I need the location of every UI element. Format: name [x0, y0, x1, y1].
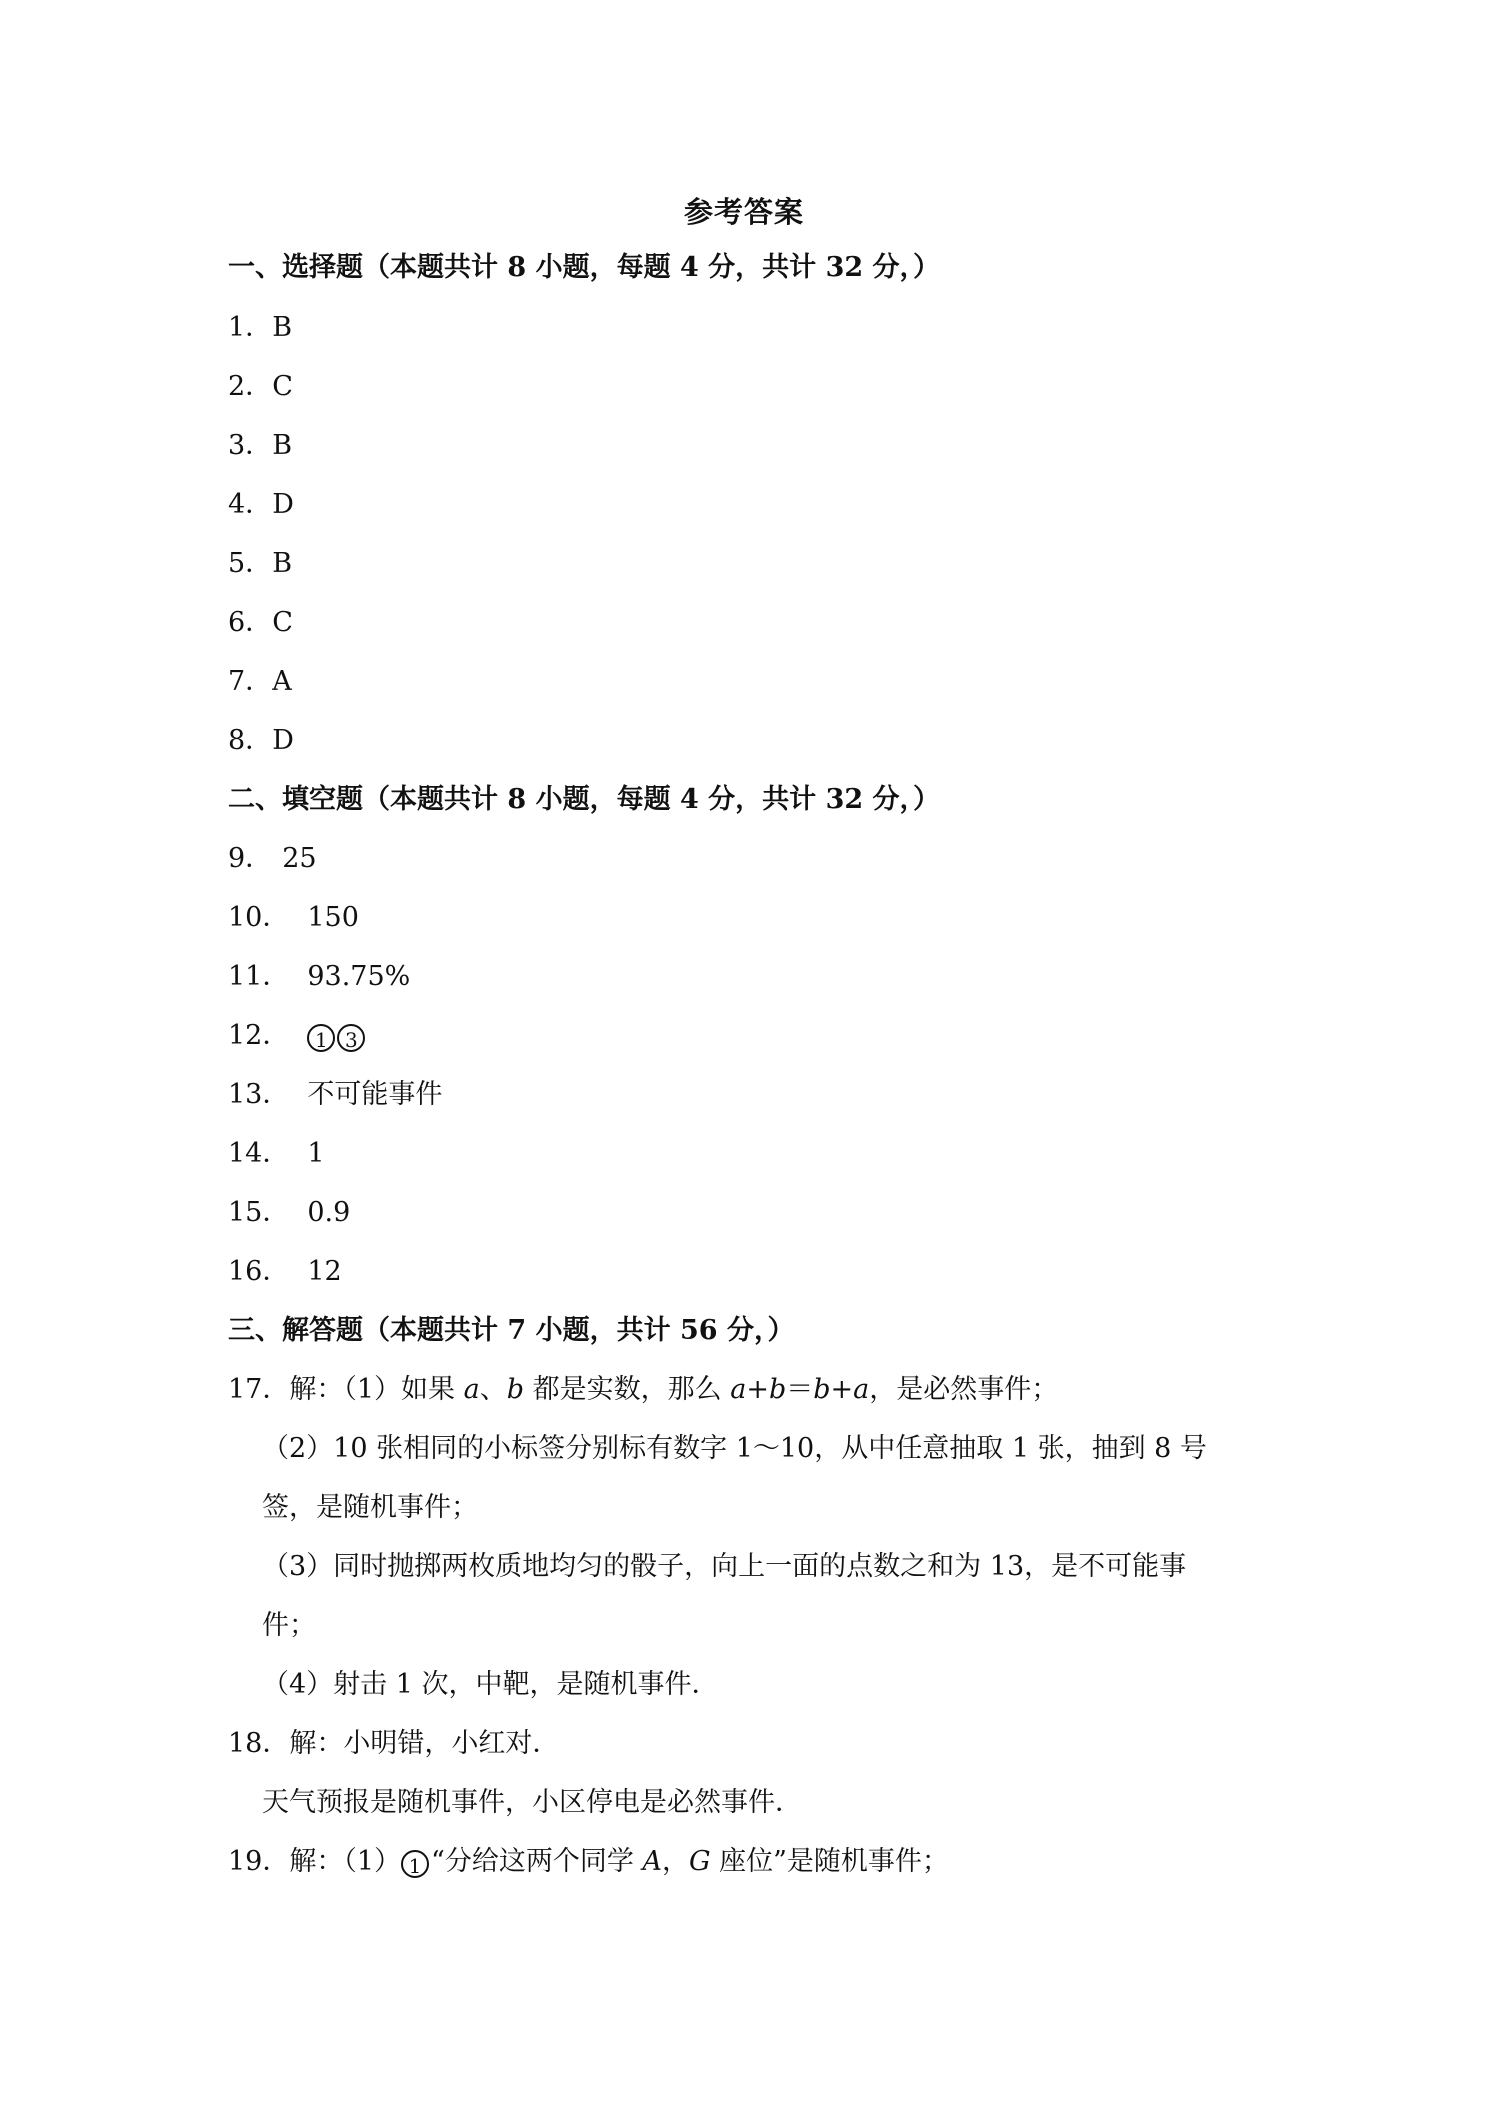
question-number: 14． [228, 1138, 290, 1169]
question-number: 4． [228, 489, 273, 520]
q17-part2-line2: 签，是随机事件； [262, 1492, 478, 1523]
question-number: 8． [228, 725, 273, 756]
question-number: 5． [228, 548, 273, 579]
question-number: 13． [228, 1079, 290, 1110]
answer-row-7 [228, 664, 292, 700]
answer-row-9 [228, 841, 317, 877]
question-number: 10． [228, 902, 290, 933]
answer-row-14 [228, 1136, 325, 1172]
text-run: + [830, 1374, 854, 1405]
q17-part4: （4）射击 1 次，中靶，是随机事件． [262, 1669, 719, 1700]
answer-value [307, 1018, 367, 1054]
answer-value: 25 [282, 843, 317, 874]
question-number: 19． [228, 1846, 290, 1877]
text-run: ，是必然事件； [869, 1374, 1059, 1405]
answer-row-4 [228, 487, 294, 523]
answer-row-6 [228, 605, 293, 641]
section-heading-solutions: 三、解答题（本题共计 7 小题，共计 56 分，） [228, 1315, 795, 1346]
answer-value: B [272, 312, 293, 343]
answer-value: A [272, 666, 292, 697]
q17-part1 [228, 1372, 1058, 1408]
math-var: b [813, 1374, 831, 1405]
answer-row-5 [228, 546, 292, 582]
page-title: 参考答案 [683, 195, 804, 229]
answer-row-2 [228, 369, 293, 405]
answer-row-12 [228, 1018, 367, 1054]
question-number: 18． [228, 1728, 290, 1759]
math-var: a [730, 1374, 747, 1405]
text-run: + [746, 1374, 769, 1405]
answer-value: 不可能事件 [307, 1079, 443, 1110]
text-run: 解：小明错，小红对． [289, 1728, 560, 1759]
answer-row-1 [228, 310, 292, 346]
answer-value: 150 [307, 902, 359, 933]
math-var: a [463, 1374, 480, 1405]
answer-value: 1 [307, 1138, 325, 1169]
answer-value: 93.75% [307, 961, 411, 992]
text-run: “分给这两个同学 [431, 1846, 643, 1877]
question-number: 17． [228, 1374, 290, 1405]
text-run: ＝ [786, 1374, 814, 1405]
question-number: 6． [228, 607, 273, 638]
question-number: 1． [228, 312, 273, 343]
section-heading-fill-in: 二、填空题（本题共计 8 小题，每题 4 分，共计 32 分，） [228, 784, 941, 815]
answer-row-10 [228, 900, 359, 936]
circled-number: 1 [401, 1850, 429, 1878]
question-number: 3． [228, 430, 273, 461]
circled-number: 1 [307, 1024, 335, 1052]
text-run: 都是实数，那么 [524, 1374, 731, 1405]
math-var: a [853, 1374, 870, 1405]
question-number: 15． [228, 1197, 290, 1228]
answer-row-8 [228, 723, 294, 759]
math-var: A [642, 1846, 662, 1877]
answer-value: C [272, 607, 293, 638]
q18-line1 [228, 1726, 559, 1762]
answer-value: B [272, 548, 293, 579]
answer-value: D [272, 489, 294, 520]
question-number: 16． [228, 1256, 290, 1287]
answer-value: 12 [307, 1256, 342, 1287]
q19-line1 [228, 1844, 949, 1880]
q17-part3-line2: 件； [262, 1610, 316, 1641]
text-run: 解：（1）如果 [289, 1374, 464, 1405]
text-run: 座位”是随机事件； [710, 1846, 949, 1877]
section-heading-multiple-choice: 一、选择题（本题共计 8 小题，每题 4 分，共计 32 分，） [228, 252, 941, 283]
answer-value: B [272, 430, 293, 461]
text-run: 、 [479, 1374, 507, 1405]
question-number: 12． [228, 1020, 290, 1051]
answer-row-3 [228, 428, 292, 464]
question-number: 9． [228, 843, 273, 874]
answer-row-13 [228, 1077, 442, 1113]
answer-row-15 [228, 1195, 350, 1231]
q18-line2: 天气预报是随机事件，小区停电是必然事件． [262, 1787, 802, 1818]
math-var: b [506, 1374, 525, 1405]
text-run: 解：（1） [289, 1846, 402, 1877]
text-run: ， [661, 1846, 689, 1877]
math-var: G [688, 1846, 711, 1877]
answer-row-16 [228, 1254, 342, 1290]
answer-value: 0.9 [307, 1197, 351, 1228]
q17-part2-line1: （2）10 张相同的小标签分别标有数字 1～10，从中任意抽取 1 张，抽到 8 号 [262, 1433, 1207, 1464]
question-number: 7． [228, 666, 273, 697]
question-number: 11． [228, 961, 290, 992]
math-var: b [768, 1374, 787, 1405]
answer-value: D [272, 725, 294, 756]
circled-number: 3 [337, 1024, 365, 1052]
answer-row-11 [228, 959, 410, 995]
answer-value: C [272, 371, 293, 402]
question-number: 2． [228, 371, 273, 402]
q17-part3-line1: （3）同时抛掷两枚质地均匀的骰子，向上一面的点数之和为 13，是不可能事 [262, 1551, 1187, 1582]
